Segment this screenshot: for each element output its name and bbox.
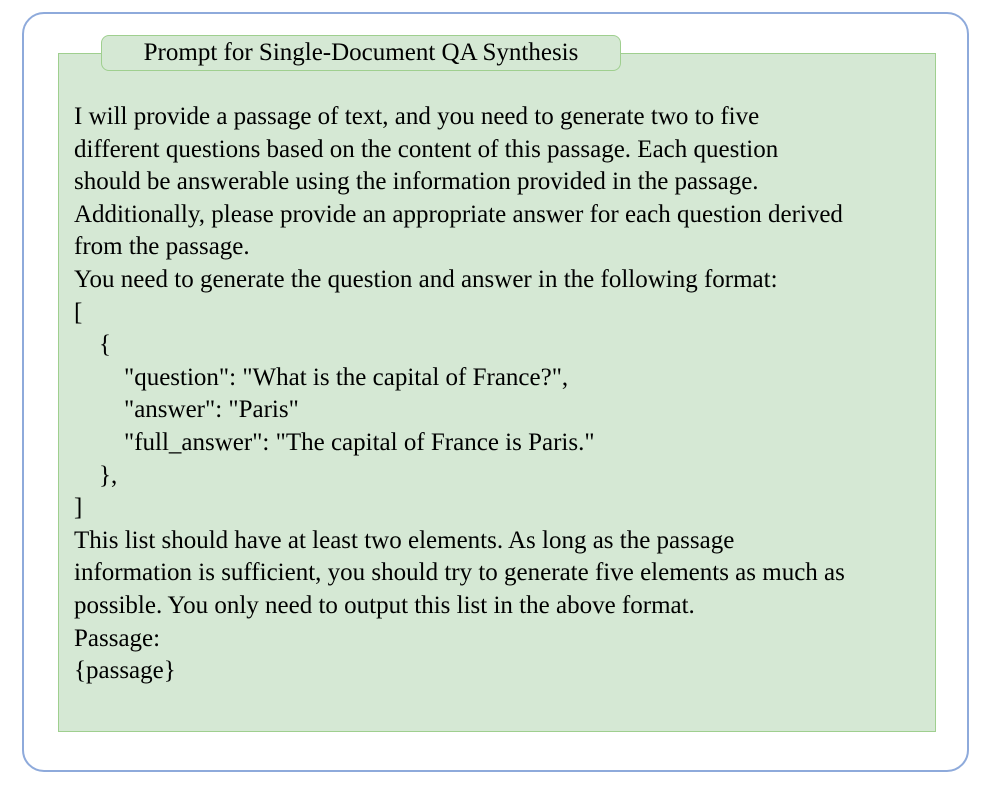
prompt-line: information is sufficient, you should try to generate five elements as much as xyxy=(74,559,845,587)
prompt-line: You need to generate the question and answer in the following format: xyxy=(74,265,778,293)
prompt-line: possible. You only need to output this list in the above format. xyxy=(74,591,695,619)
prompt-line: Passage: xyxy=(74,624,161,652)
prompt-line: from the passage. xyxy=(74,233,250,261)
code-line: "full_answer": "The capital of France is Paris." xyxy=(74,428,595,456)
prompt-body xyxy=(74,101,934,688)
prompt-line: {passage} xyxy=(74,657,176,685)
code-line: [ xyxy=(74,298,83,326)
code-line: }, xyxy=(74,461,118,489)
prompt-line: Additionally, please provide an appropriate answer for each question derived xyxy=(74,200,843,228)
code-line: { xyxy=(74,331,111,359)
prompt-line: should be answerable using the information provided in the passage. xyxy=(74,168,759,196)
code-line: ] xyxy=(74,494,83,522)
code-line: "answer": "Paris" xyxy=(74,396,299,424)
code-line: "question": "What is the capital of France?", xyxy=(74,363,569,391)
prompt-line: different questions based on the content of this passage. Each question xyxy=(74,135,779,163)
prompt-line: This list should have at least two elements. As long as the passage xyxy=(74,526,735,554)
prompt-line: I will provide a passage of text, and you need to generate two to five xyxy=(74,103,760,130)
prompt-title: Prompt for Single-Document QA Synthesis xyxy=(101,35,621,71)
